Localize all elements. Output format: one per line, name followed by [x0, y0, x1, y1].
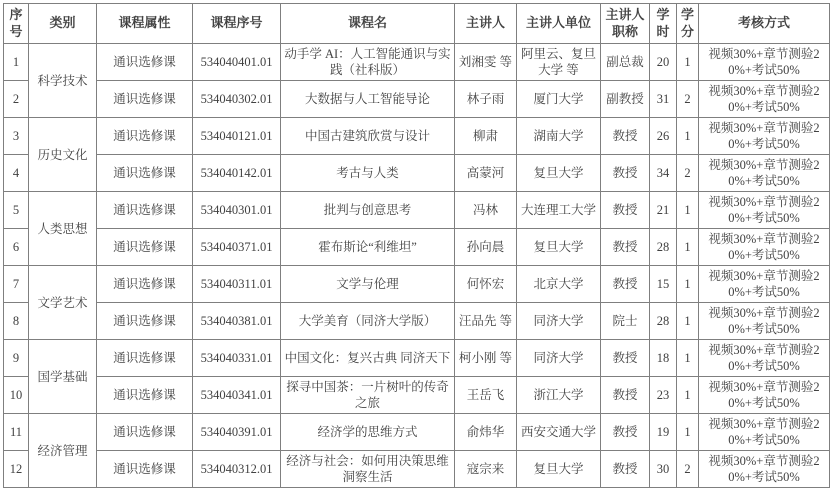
cell-course-no: 534040401.01: [193, 44, 281, 81]
cell-credits: 1: [677, 229, 699, 266]
cell-title: 教授: [601, 118, 650, 155]
cell-assessment: 视频30%+章节测验20%+考试50%: [699, 81, 830, 118]
cell-institution: 厦门大学: [517, 81, 601, 118]
cell-course-no: 534040302.01: [193, 81, 281, 118]
table-row: [4, 451, 830, 488]
cell-institution: 阿里云、复旦大学 等: [517, 44, 601, 81]
cell-course-no: 534040301.01: [193, 192, 281, 229]
table-row: [4, 155, 830, 192]
course-table: [3, 3, 830, 488]
cell-category: 历史文化: [29, 118, 97, 192]
cell-hours: 15: [650, 266, 677, 303]
cell-assessment: 视频30%+章节测验20%+考试50%: [699, 229, 830, 266]
cell-lecturer: 林子雨: [455, 81, 517, 118]
cell-credits: 1: [677, 414, 699, 451]
cell-index: 10: [4, 377, 29, 414]
cell-category: 人类思想: [29, 192, 97, 266]
table-row: [4, 377, 830, 414]
cell-title: 教授: [601, 266, 650, 303]
cell-institution: 复旦大学: [517, 155, 601, 192]
cell-course-name: 经济学的思维方式: [281, 414, 455, 451]
cell-institution: 大连理工大学: [517, 192, 601, 229]
cell-institution: 同济大学: [517, 340, 601, 377]
cell-category: 国学基础: [29, 340, 97, 414]
cell-credits: 1: [677, 266, 699, 303]
cell-hours: 26: [650, 118, 677, 155]
cell-course-no: 534040312.01: [193, 451, 281, 488]
cell-lecturer: 俞炜华: [455, 414, 517, 451]
table-row: [4, 229, 830, 266]
cell-title: 教授: [601, 414, 650, 451]
cell-attribute: 通识选修课: [97, 377, 193, 414]
cell-assessment: 视频30%+章节测验20%+考试50%: [699, 155, 830, 192]
cell-hours: 18: [650, 340, 677, 377]
cell-credits: 1: [677, 118, 699, 155]
cell-course-no: 534040391.01: [193, 414, 281, 451]
cell-course-name: 动手学 AI：人工智能通识与实践（社科版）: [281, 44, 455, 81]
cell-lecturer: 何怀宏: [455, 266, 517, 303]
table-row: [4, 44, 830, 81]
cell-assessment: 视频30%+章节测验20%+考试50%: [699, 414, 830, 451]
cell-title: 教授: [601, 377, 650, 414]
table-row: [4, 118, 830, 155]
column-header-course_no: 课程序号: [193, 4, 281, 44]
cell-hours: 34: [650, 155, 677, 192]
cell-index: 5: [4, 192, 29, 229]
cell-hours: 28: [650, 229, 677, 266]
cell-course-name: 文学与伦理: [281, 266, 455, 303]
cell-category: 科学技术: [29, 44, 97, 118]
cell-lecturer: 刘湘雯 等: [455, 44, 517, 81]
cell-credits: 2: [677, 81, 699, 118]
cell-assessment: 视频30%+章节测验20%+考试50%: [699, 340, 830, 377]
cell-assessment: 视频30%+章节测验20%+考试50%: [699, 266, 830, 303]
header-row: [4, 4, 830, 44]
cell-course-no: 534040371.01: [193, 229, 281, 266]
cell-title: 教授: [601, 192, 650, 229]
cell-course-name: 大学美育（同济大学版）: [281, 303, 455, 340]
cell-assessment: 视频30%+章节测验20%+考试50%: [699, 192, 830, 229]
cell-credits: 2: [677, 451, 699, 488]
cell-index: 8: [4, 303, 29, 340]
cell-assessment: 视频30%+章节测验20%+考试50%: [699, 303, 830, 340]
cell-lecturer: 王岳飞: [455, 377, 517, 414]
column-header-lecturer: 主讲人: [455, 4, 517, 44]
cell-title: 教授: [601, 451, 650, 488]
cell-course-name: 中国古建筑欣赏与设计: [281, 118, 455, 155]
cell-course-name: 大数据与人工智能导论: [281, 81, 455, 118]
cell-institution: 西安交通大学: [517, 414, 601, 451]
cell-attribute: 通识选修课: [97, 303, 193, 340]
table-row: [4, 81, 830, 118]
cell-hours: 21: [650, 192, 677, 229]
table-row: [4, 340, 830, 377]
cell-credits: 1: [677, 340, 699, 377]
cell-assessment: 视频30%+章节测验20%+考试50%: [699, 377, 830, 414]
cell-index: 9: [4, 340, 29, 377]
cell-index: 12: [4, 451, 29, 488]
cell-course-name: 中国文化：复兴古典 同济天下: [281, 340, 455, 377]
column-header-hours: 学时: [650, 4, 677, 44]
cell-lecturer: 柳肃: [455, 118, 517, 155]
column-header-institution: 主讲人单位: [517, 4, 601, 44]
cell-index: 7: [4, 266, 29, 303]
cell-title: 副总裁: [601, 44, 650, 81]
cell-index: 2: [4, 81, 29, 118]
cell-index: 6: [4, 229, 29, 266]
cell-course-name: 批判与创意思考: [281, 192, 455, 229]
column-header-assessment: 考核方式: [699, 4, 830, 44]
column-header-course_name: 课程名: [281, 4, 455, 44]
cell-course-no: 534040381.01: [193, 303, 281, 340]
cell-credits: 2: [677, 155, 699, 192]
table-row: [4, 266, 830, 303]
column-header-index: 序号: [4, 4, 29, 44]
cell-course-no: 534040142.01: [193, 155, 281, 192]
cell-assessment: 视频30%+章节测验20%+考试50%: [699, 118, 830, 155]
cell-attribute: 通识选修课: [97, 192, 193, 229]
cell-index: 3: [4, 118, 29, 155]
cell-attribute: 通识选修课: [97, 414, 193, 451]
cell-institution: 同济大学: [517, 303, 601, 340]
cell-lecturer: 高蒙河: [455, 155, 517, 192]
cell-attribute: 通识选修课: [97, 266, 193, 303]
column-header-attribute: 课程属性: [97, 4, 193, 44]
cell-lecturer: 冯林: [455, 192, 517, 229]
cell-title: 教授: [601, 229, 650, 266]
cell-institution: 复旦大学: [517, 229, 601, 266]
cell-title: 副教授: [601, 81, 650, 118]
cell-course-no: 534040121.01: [193, 118, 281, 155]
column-header-credits: 学分: [677, 4, 699, 44]
cell-lecturer: 寇宗来: [455, 451, 517, 488]
table-row: [4, 303, 830, 340]
cell-institution: 湖南大学: [517, 118, 601, 155]
cell-course-name: 考古与人类: [281, 155, 455, 192]
cell-course-name: 经济与社会：如何用决策思维洞察生活: [281, 451, 455, 488]
cell-credits: 1: [677, 192, 699, 229]
cell-hours: 19: [650, 414, 677, 451]
cell-attribute: 通识选修课: [97, 340, 193, 377]
cell-category: 经济管理: [29, 414, 97, 488]
cell-credits: 1: [677, 377, 699, 414]
cell-lecturer: 柯小刚 等: [455, 340, 517, 377]
cell-institution: 复旦大学: [517, 451, 601, 488]
cell-assessment: 视频30%+章节测验20%+考试50%: [699, 44, 830, 81]
cell-attribute: 通识选修课: [97, 155, 193, 192]
cell-attribute: 通识选修课: [97, 118, 193, 155]
cell-hours: 20: [650, 44, 677, 81]
cell-assessment: 视频30%+章节测验20%+考试50%: [699, 451, 830, 488]
column-header-title: 主讲人职称: [601, 4, 650, 44]
cell-course-no: 534040341.01: [193, 377, 281, 414]
cell-index: 4: [4, 155, 29, 192]
cell-lecturer: 孙向晨: [455, 229, 517, 266]
cell-attribute: 通识选修课: [97, 81, 193, 118]
cell-credits: 1: [677, 44, 699, 81]
cell-course-name: 霍布斯论“利维坦”: [281, 229, 455, 266]
table-row: [4, 414, 830, 451]
cell-index: 1: [4, 44, 29, 81]
cell-credits: 1: [677, 303, 699, 340]
cell-lecturer: 汪品先 等: [455, 303, 517, 340]
cell-course-name: 探寻中国茶：一片树叶的传奇之旅: [281, 377, 455, 414]
cell-institution: 北京大学: [517, 266, 601, 303]
cell-hours: 23: [650, 377, 677, 414]
cell-institution: 浙江大学: [517, 377, 601, 414]
cell-attribute: 通识选修课: [97, 451, 193, 488]
table-row: [4, 192, 830, 229]
column-header-category: 类别: [29, 4, 97, 44]
cell-index: 11: [4, 414, 29, 451]
cell-title: 教授: [601, 155, 650, 192]
cell-category: 文学艺术: [29, 266, 97, 340]
cell-title: 院士: [601, 303, 650, 340]
cell-hours: 30: [650, 451, 677, 488]
cell-course-no: 534040311.01: [193, 266, 281, 303]
cell-hours: 31: [650, 81, 677, 118]
cell-attribute: 通识选修课: [97, 44, 193, 81]
cell-hours: 28: [650, 303, 677, 340]
cell-course-no: 534040331.01: [193, 340, 281, 377]
cell-attribute: 通识选修课: [97, 229, 193, 266]
cell-title: 教授: [601, 340, 650, 377]
